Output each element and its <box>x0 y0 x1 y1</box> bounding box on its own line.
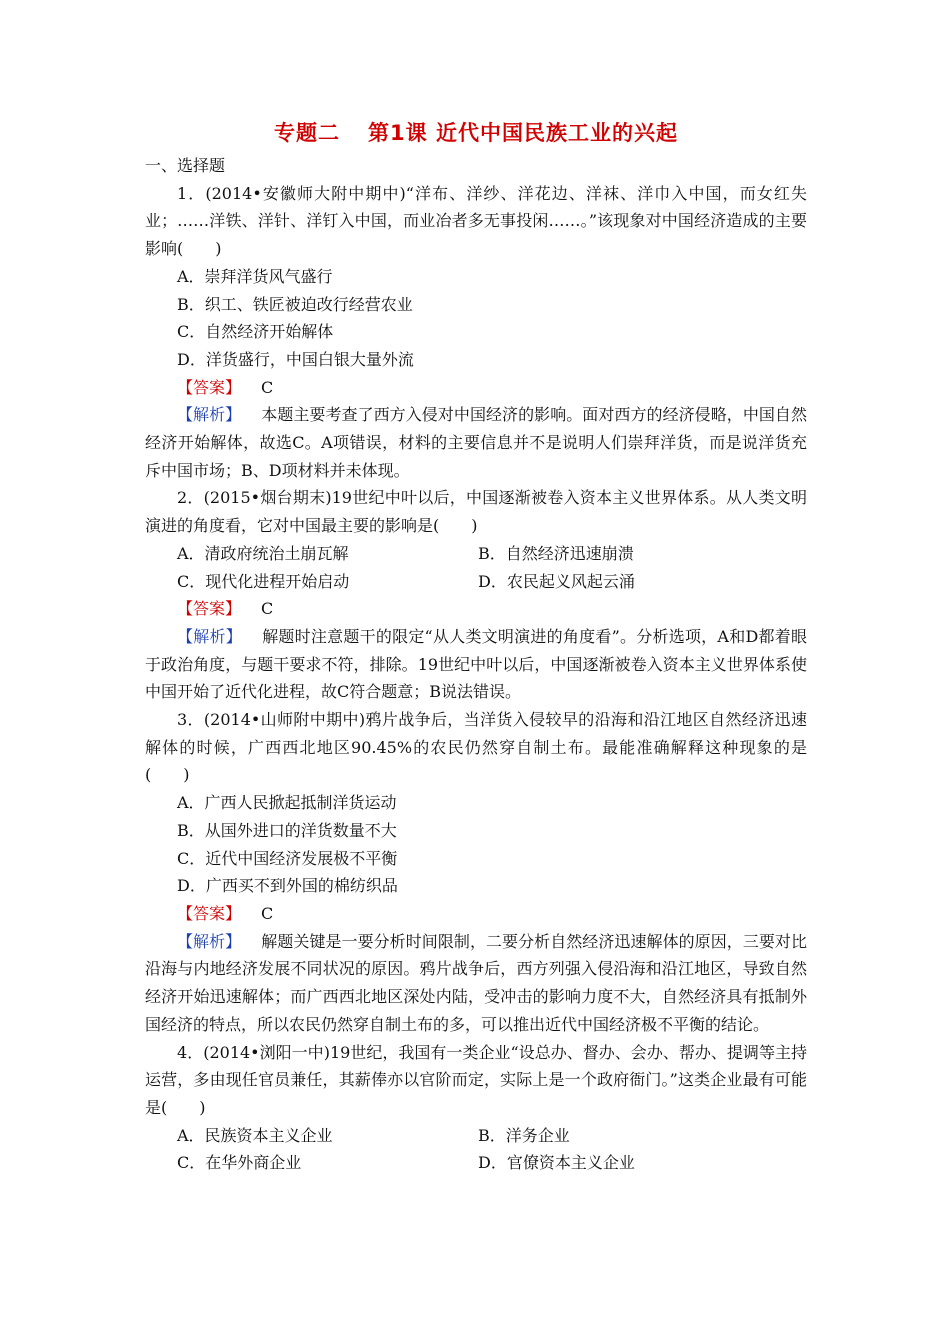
q3-answer <box>145 900 807 928</box>
q3-option-b: B．从国外进口的洋货数量不大 <box>177 820 397 840</box>
answer-value: C <box>261 599 274 619</box>
question-2-stem: 2．(2015•烟台期末)19世纪中叶以后，中国逐渐被卷入资本主义世界体系。从人类文明演进的角度看，它对中国最主要的影响是( ) <box>145 488 807 536</box>
analysis-label: 【解析】 <box>177 626 242 646</box>
title-topic: 专题二 <box>274 121 341 145</box>
section-heading: 一、选择题 <box>145 156 226 175</box>
q1-answer <box>145 374 807 402</box>
q1-analysis <box>145 401 807 484</box>
q3-option-c: C．近代中国经济发展极不平衡 <box>177 848 398 868</box>
answer-label: 【答案】 <box>177 599 242 619</box>
q1-option-d: D．洋货盛行，中国白银大量外流 <box>177 349 414 369</box>
q1-option-a: A．崇拜洋货风气盛行 <box>177 266 333 286</box>
question-1-stem: 1．(2014•安徽师大附中期中)“洋布、洋纱、洋花边、洋袜、洋巾入中国，而女红失业；……洋铁、洋针、洋钉入中国，而业冶者多无事投闲……。”该现象对中国经济造成的主要影响( ) <box>145 183 807 259</box>
q4-option-b: B．洋务企业 <box>478 1125 570 1145</box>
answer-value: C <box>261 377 274 397</box>
answer-label: 【答案】 <box>177 903 242 923</box>
q1-option-b: B．织工、铁匠被迫改行经营农业 <box>177 294 413 314</box>
analysis-text: 解题关键是一要分析时间限制，二要分析自然经济迅速解体的原因，三要对比沿海与内地经济发展不同状况的原因。鸦片战争后，西方列强入侵沿海和沿江地区，导致自然经济开始迅速解体；而广西西北地区深处内陆，受冲击的影响力度不大，自然经济具有抵制外国经济的特点，所以农民仍然穿自制土布的多，可以推出近代中国经济极不平衡的结论。 <box>145 931 807 1034</box>
analysis-label: 【解析】 <box>177 405 242 425</box>
q2-analysis <box>145 623 807 706</box>
q1-option-c: C．自然经济开始解体 <box>177 322 334 342</box>
page-title <box>145 118 807 148</box>
q3-option-a: A．广西人民掀起抵制洋货运动 <box>177 793 397 813</box>
answer-label: 【答案】 <box>177 377 242 397</box>
analysis-text: 本题主要考查了西方入侵对中国经济的影响。面对西方的经济侵略，中国自然经济开始解体，故选C。A项错误，材料的主要信息并不是说明人们崇拜洋货，而是说洋货充斥中国市场；B、D项材料并未体现。 <box>145 405 807 480</box>
q2-option-a: A．清政府统治土崩瓦解 <box>177 543 349 563</box>
q4-option-a: A．民族资本主义企业 <box>177 1125 333 1145</box>
analysis-label: 【解析】 <box>177 931 242 951</box>
title-lesson: 第1课 近代中国民族工业的兴起 <box>368 121 678 145</box>
q2-option-d: D．农民起义风起云涌 <box>478 571 635 591</box>
answer-value: C <box>261 903 274 923</box>
q4-options-row-2 <box>145 1149 807 1177</box>
q2-options-row-2 <box>145 568 807 596</box>
q2-option-c: C．现代化进程开始启动 <box>177 571 350 591</box>
q4-option-c: C．在华外商企业 <box>177 1153 302 1173</box>
q4-options-row-1 <box>145 1122 807 1150</box>
document-page <box>145 118 807 1177</box>
q4-option-d: D．官僚资本主义企业 <box>478 1153 635 1173</box>
analysis-text: 解题时注意题干的限定“从人类文明演进的角度看”。分析选项，A和D都着眼于政治角度，与题干要求不符，排除。19世纪中叶以后，中国逐渐被卷入资本主义世界体系使中国开始了近代化进程，故C符合题意；B说法错误。 <box>145 626 807 702</box>
q2-option-b: B．自然经济迅速崩溃 <box>478 543 634 563</box>
q2-options-row-1 <box>145 540 807 568</box>
q3-analysis <box>145 928 807 1039</box>
q3-option-d: D．广西买不到外国的棉纺织品 <box>177 876 398 896</box>
question-4-stem: 4．(2014•浏阳一中)19世纪，我国有一类企业“设总办、督办、会办、帮办、提调等主持运营，多由现任官员兼任，其薪俸亦以官阶而定，实际上是一个政府衙门。”这类企业最有可能是( ) <box>145 1042 807 1117</box>
question-3-stem: 3．(2014•山师附中期中)鸦片战争后，当洋货入侵较早的沿海和沿江地区自然经济迅速解体的时候，广西西北地区90.45%的农民仍然穿自制土布。最能准确解释这种现象的是( ) <box>145 710 807 785</box>
q2-answer <box>145 595 807 623</box>
